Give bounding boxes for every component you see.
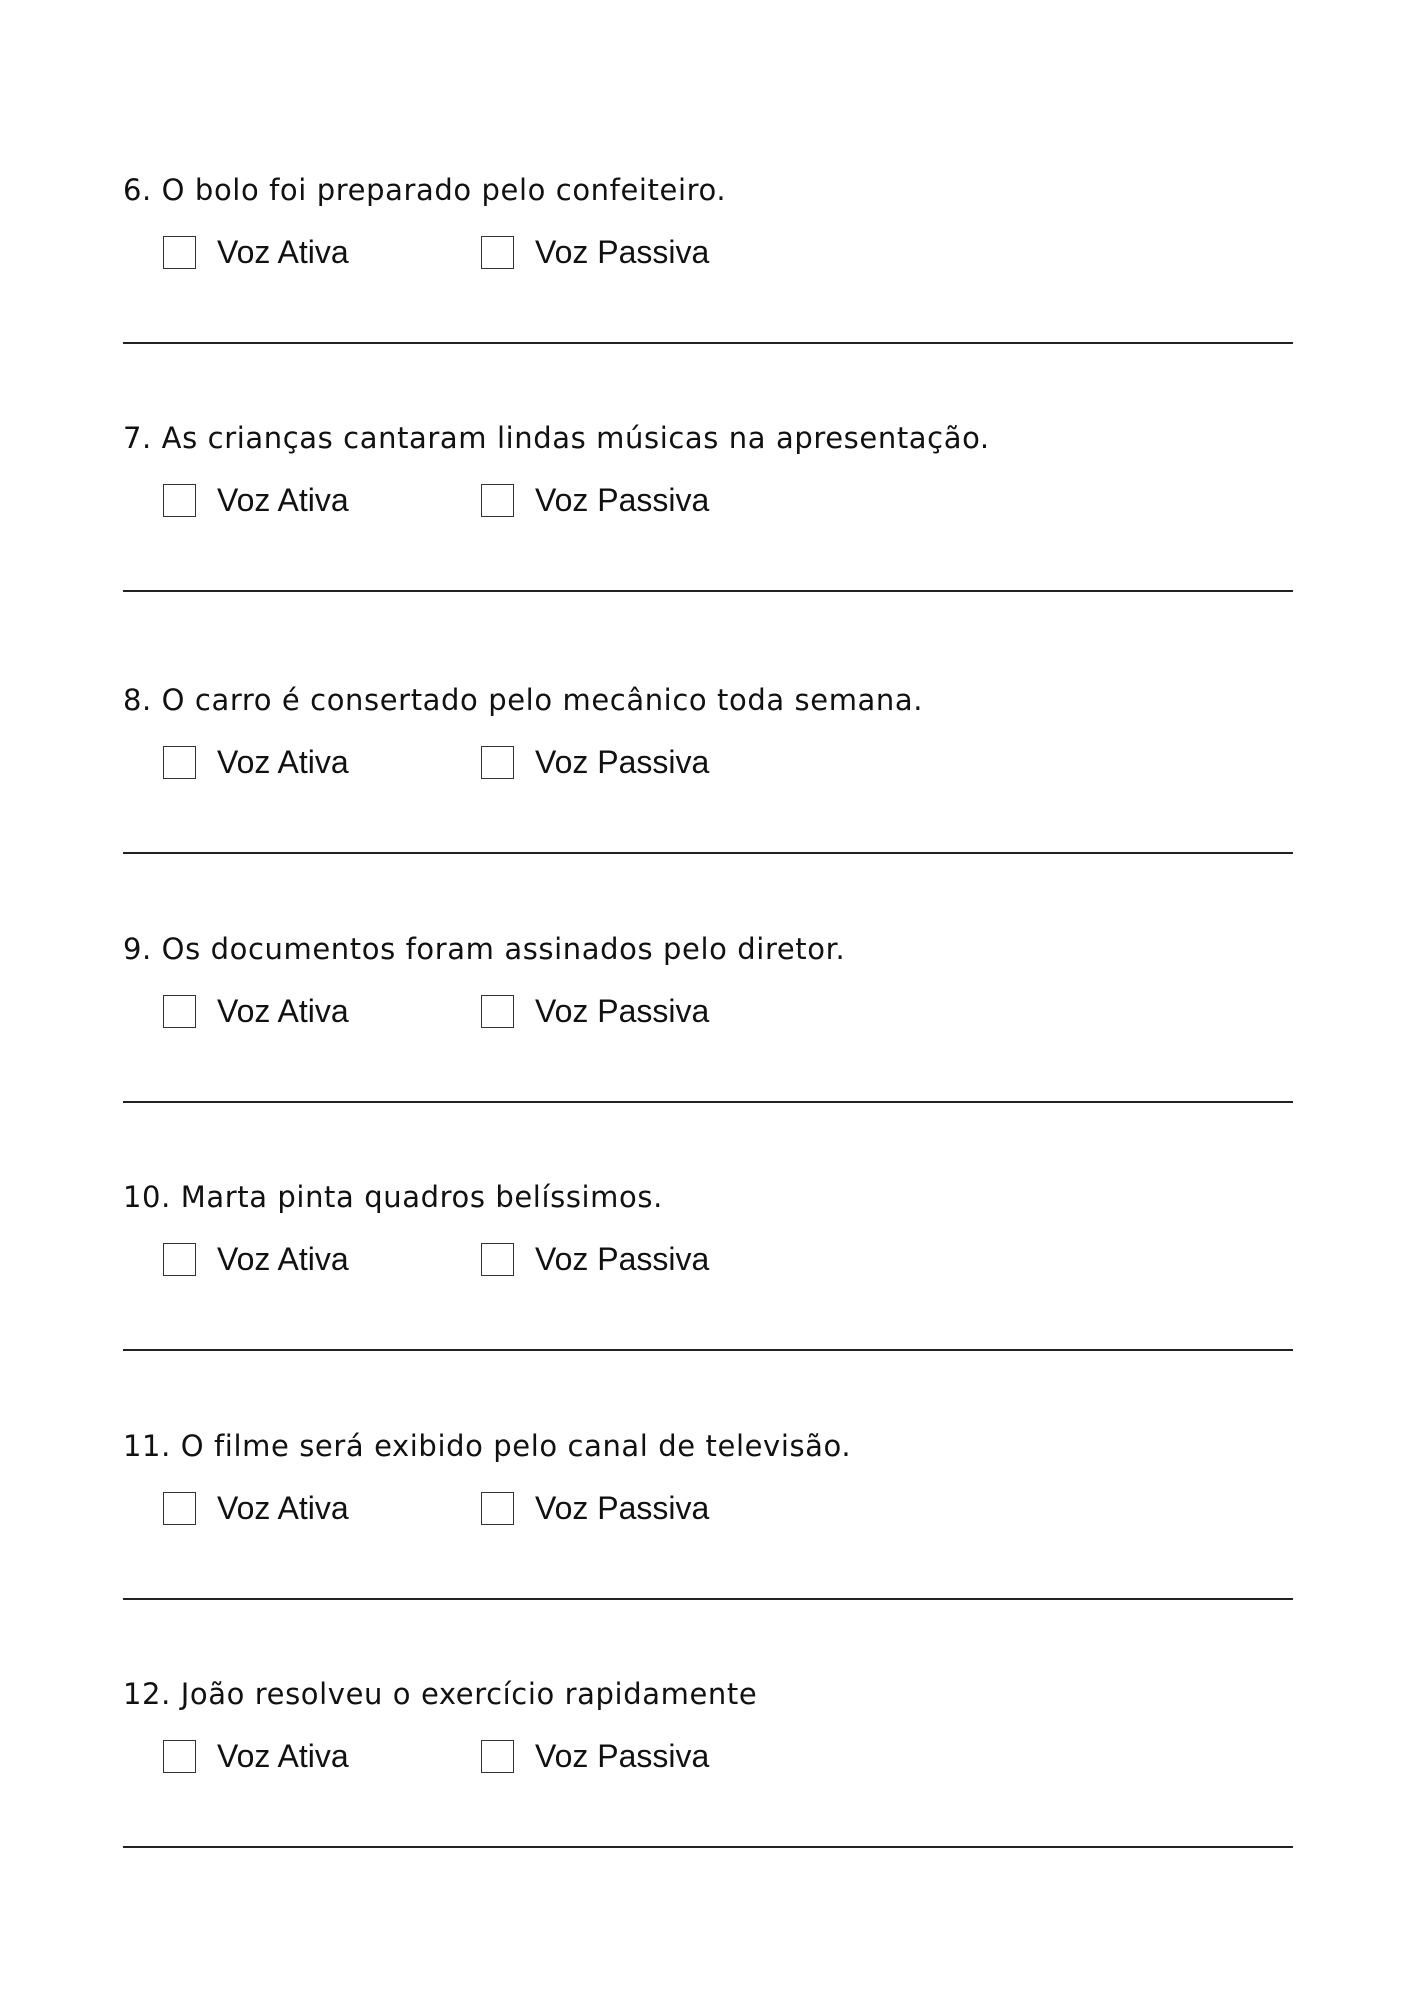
checkbox-voz-passiva[interactable] <box>481 1740 514 1773</box>
answer-line <box>123 342 1293 344</box>
checkbox-voz-passiva[interactable] <box>481 995 514 1028</box>
option-voz-ativa[interactable] <box>163 230 349 274</box>
checkbox-voz-passiva[interactable] <box>481 236 514 269</box>
checkbox-voz-ativa[interactable] <box>163 746 196 779</box>
option-voz-passiva[interactable] <box>481 230 709 274</box>
checkbox-voz-ativa[interactable] <box>163 1740 196 1773</box>
option-label: Voz Ativa <box>217 744 349 780</box>
question-text: 7. As crianças cantaram lindas músicas na apresentação. <box>123 421 990 455</box>
question-6 <box>123 172 1293 421</box>
question-text: 8. O carro é consertado pelo mecânico toda semana. <box>123 683 924 717</box>
checkbox-voz-ativa[interactable] <box>163 995 196 1028</box>
checkbox-voz-ativa[interactable] <box>163 1243 196 1276</box>
option-label: Voz Passiva <box>535 744 710 780</box>
question-text: 12. João resolveu o exercício rapidamente <box>123 1677 758 1711</box>
option-label: Voz Passiva <box>535 1241 710 1277</box>
option-voz-ativa[interactable] <box>163 1734 349 1778</box>
option-voz-passiva[interactable] <box>481 478 709 522</box>
question-11 <box>123 1428 1293 1677</box>
option-label: Voz Passiva <box>535 993 710 1029</box>
option-label: Voz Ativa <box>217 1490 349 1526</box>
option-label: Voz Passiva <box>535 482 710 518</box>
option-voz-ativa[interactable] <box>163 1237 349 1281</box>
answer-line <box>123 1101 1293 1103</box>
question-12 <box>123 1676 1293 1925</box>
option-label: Voz Ativa <box>217 482 349 518</box>
option-voz-ativa[interactable] <box>163 1486 349 1530</box>
question-text: 9. Os documentos foram assinados pelo diretor. <box>123 932 846 966</box>
answer-line <box>123 590 1293 592</box>
option-voz-ativa[interactable] <box>163 989 349 1033</box>
question-7 <box>123 420 1293 669</box>
option-voz-passiva[interactable] <box>481 740 709 784</box>
question-text: 11. O filme será exibido pelo canal de televisão. <box>123 1429 852 1463</box>
question-text: 6. O bolo foi preparado pelo confeiteiro. <box>123 173 727 207</box>
option-label: Voz Ativa <box>217 1738 349 1774</box>
option-label: Voz Ativa <box>217 1241 349 1277</box>
answer-line <box>123 852 1293 854</box>
answer-line <box>123 1349 1293 1351</box>
checkbox-voz-passiva[interactable] <box>481 746 514 779</box>
option-voz-passiva[interactable] <box>481 1237 709 1281</box>
checkbox-voz-passiva[interactable] <box>481 484 514 517</box>
option-voz-passiva[interactable] <box>481 1486 709 1530</box>
question-text: 10. Marta pinta quadros belíssimos. <box>123 1180 663 1214</box>
question-10 <box>123 1179 1293 1428</box>
option-label: Voz Passiva <box>535 1490 710 1526</box>
checkbox-voz-passiva[interactable] <box>481 1492 514 1525</box>
answer-line <box>123 1846 1293 1848</box>
option-voz-ativa[interactable] <box>163 478 349 522</box>
option-voz-ativa[interactable] <box>163 740 349 784</box>
question-8 <box>123 682 1293 931</box>
checkbox-voz-passiva[interactable] <box>481 1243 514 1276</box>
answer-line <box>123 1598 1293 1600</box>
option-label: Voz Ativa <box>217 234 349 270</box>
option-label: Voz Passiva <box>535 1738 710 1774</box>
option-label: Voz Ativa <box>217 993 349 1029</box>
checkbox-voz-ativa[interactable] <box>163 236 196 269</box>
option-label: Voz Passiva <box>535 234 710 270</box>
checkbox-voz-ativa[interactable] <box>163 484 196 517</box>
checkbox-voz-ativa[interactable] <box>163 1492 196 1525</box>
option-voz-passiva[interactable] <box>481 989 709 1033</box>
option-voz-passiva[interactable] <box>481 1734 709 1778</box>
question-9 <box>123 931 1293 1180</box>
